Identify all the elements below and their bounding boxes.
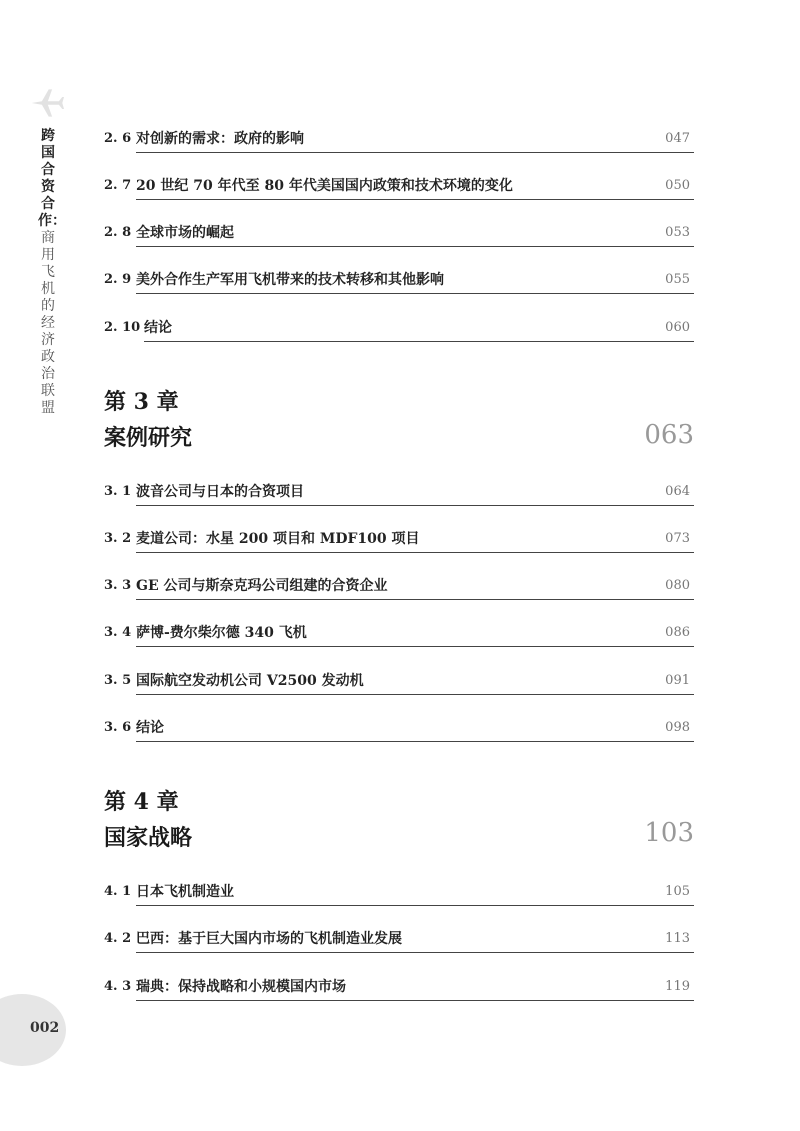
- section-page: 050: [665, 178, 690, 193]
- entry-rule: [136, 905, 694, 906]
- section-number: 2. 10: [104, 320, 141, 335]
- section-number: 4. 2: [104, 931, 132, 946]
- entry-rule: [136, 646, 694, 647]
- section-title: 对创新的需求：政府的影响: [136, 131, 304, 147]
- entry-rule: [136, 293, 694, 294]
- toc-entry[interactable]: [104, 270, 694, 294]
- running-book-title: [38, 128, 66, 417]
- chapter-label: 第 3 章: [104, 389, 179, 415]
- section-title: 巴西：基于巨大国内市场的飞机制造业发展: [136, 931, 402, 947]
- chapter-title[interactable]: 国家战略: [104, 825, 193, 851]
- chapter-page: 103: [644, 818, 694, 848]
- chapter-page: 063: [644, 420, 694, 450]
- entry-rule: [136, 599, 694, 600]
- section-title: 日本飞机制造业: [136, 884, 234, 900]
- page-number: 002: [30, 1020, 60, 1036]
- book-title-main: 跨国合资合作：: [38, 128, 66, 229]
- section-page: 055: [665, 272, 690, 287]
- toc-entry[interactable]: [104, 482, 694, 506]
- section-number: 3. 3: [104, 578, 132, 593]
- section-page: 091: [665, 673, 690, 688]
- chapter-label: 第 4 章: [104, 789, 179, 815]
- toc-entry[interactable]: [104, 176, 694, 200]
- section-title: 全球市场的崛起: [136, 225, 234, 241]
- toc-entry[interactable]: [104, 671, 694, 695]
- section-number: 2. 9: [104, 272, 132, 287]
- section-page: 113: [665, 931, 690, 946]
- section-number: 3. 5: [104, 673, 132, 688]
- section-title: 美外合作生产军用飞机带来的技术转移和其他影响: [136, 272, 444, 288]
- section-number: 3. 6: [104, 720, 132, 735]
- section-number: 2. 7: [104, 178, 132, 193]
- section-number: 3. 2: [104, 531, 132, 546]
- entry-rule: [136, 694, 694, 695]
- section-page: 098: [665, 720, 690, 735]
- section-number: 3. 4: [104, 625, 132, 640]
- section-page: 060: [665, 320, 690, 335]
- book-title-subtitle: 商用飞机的经济政治联盟: [41, 230, 55, 416]
- entry-rule: [136, 741, 694, 742]
- chapter-title[interactable]: 案例研究: [104, 425, 193, 451]
- section-title: 结论: [136, 720, 164, 736]
- section-number: 2. 8: [104, 225, 132, 240]
- section-page: 053: [665, 225, 690, 240]
- toc-entry[interactable]: [104, 223, 694, 247]
- entry-rule: [136, 246, 694, 247]
- section-page: 105: [665, 884, 690, 899]
- section-page: 073: [665, 531, 690, 546]
- entry-rule: [136, 1000, 694, 1001]
- section-page: 086: [665, 625, 690, 640]
- entry-rule: [136, 152, 694, 153]
- entry-rule: [144, 341, 694, 342]
- section-title: 麦道公司：水星 200 项目和 MDF100 项目: [136, 531, 420, 547]
- entry-rule: [136, 505, 694, 506]
- entry-rule: [136, 552, 694, 553]
- section-page: 119: [665, 979, 690, 994]
- section-title: 结论: [144, 320, 172, 336]
- section-page: 080: [665, 578, 690, 593]
- toc-entry[interactable]: [104, 929, 694, 953]
- section-title: 20 世纪 70 年代至 80 年代美国国内政策和技术环境的变化: [136, 178, 513, 194]
- toc-entry[interactable]: [104, 529, 694, 553]
- section-title: 萨博-费尔柴尔德 340 飞机: [136, 625, 307, 641]
- airplane-icon: [30, 86, 64, 120]
- section-page: 047: [665, 131, 690, 146]
- toc-entry[interactable]: [104, 623, 694, 647]
- toc-entry[interactable]: [104, 977, 694, 1001]
- section-number: 2. 6: [104, 131, 132, 146]
- entry-rule: [136, 952, 694, 953]
- section-page: 064: [665, 484, 690, 499]
- section-title: 瑞典：保持战略和小规模国内市场: [136, 979, 346, 995]
- section-title: GE 公司与斯奈克玛公司组建的合资企业: [136, 578, 388, 594]
- section-number: 3. 1: [104, 484, 132, 499]
- toc-entry[interactable]: [104, 318, 694, 342]
- entry-rule: [136, 199, 694, 200]
- section-title: 国际航空发动机公司 V2500 发动机: [136, 673, 364, 689]
- toc-entry[interactable]: [104, 576, 694, 600]
- toc-entry[interactable]: [104, 718, 694, 742]
- section-number: 4. 3: [104, 979, 132, 994]
- toc-entry[interactable]: [104, 882, 694, 906]
- toc-entry[interactable]: [104, 129, 694, 153]
- section-number: 4. 1: [104, 884, 132, 899]
- section-title: 波音公司与日本的合资项目: [136, 484, 304, 500]
